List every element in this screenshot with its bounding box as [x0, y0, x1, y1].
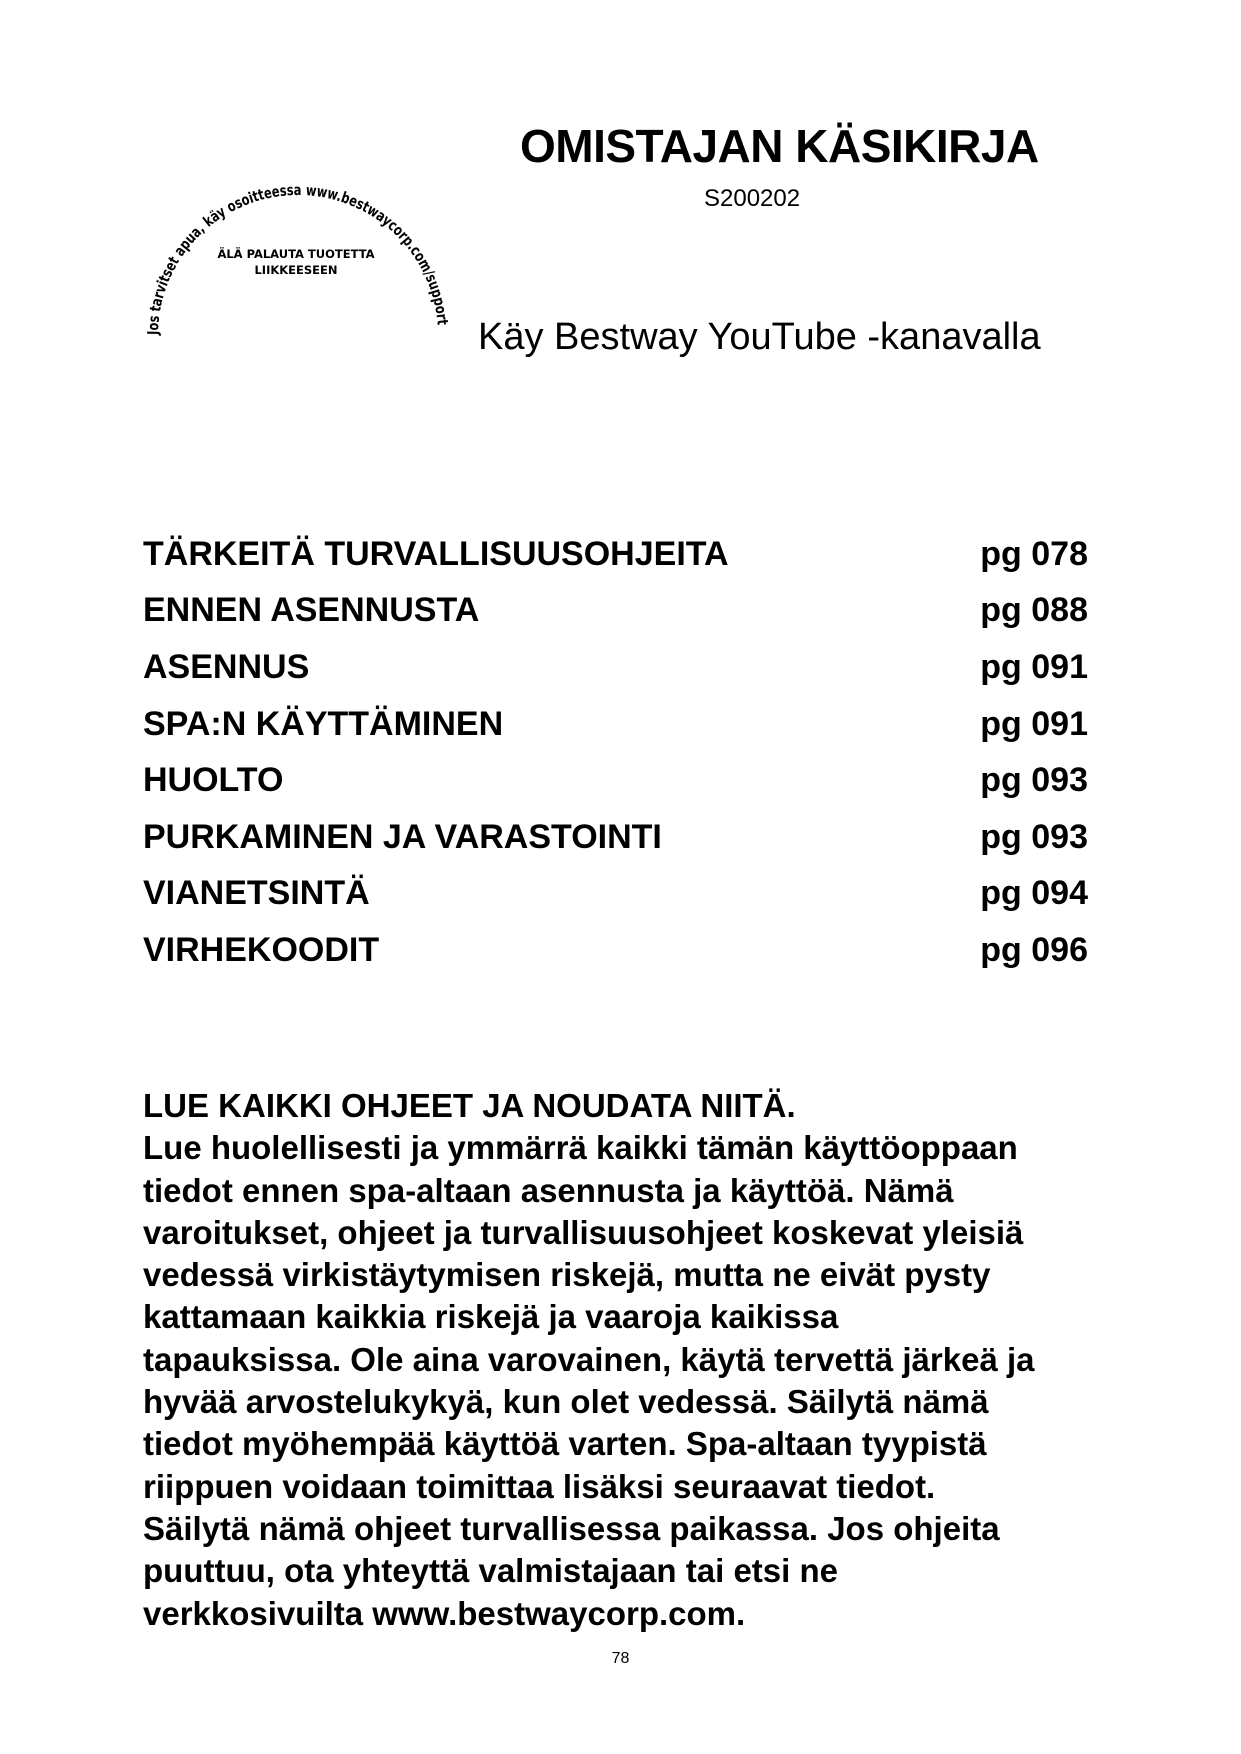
- toc-item-label: ASENNUS: [143, 647, 310, 686]
- support-seal: [120, 115, 470, 365]
- toc-item-label: VIRHEKOODIT: [143, 930, 380, 969]
- toc-item-page: pg 088: [980, 591, 1088, 630]
- instructions-line: Lue huolellisesti ja ymmärrä kaikki tämän käyttöoppaan: [143, 1129, 1018, 1167]
- instructions-line: puuttuu, ota yhteyttä valmistajaan tai etsi ne: [143, 1552, 838, 1590]
- toc-item-page: pg 093: [980, 761, 1088, 800]
- toc-item: [143, 696, 1088, 753]
- model-code: S200202: [704, 185, 801, 212]
- instructions-line: tiedot myöhempää käyttöä varten. Spa-altaan tyypistä: [143, 1425, 987, 1463]
- toc-item-label: TÄRKEITÄ TURVALLISUUSOHJEITA: [143, 534, 729, 573]
- toc-item-label: SPA:N KÄYTTÄMINEN: [143, 704, 504, 743]
- instructions-line: vedessä virkistäytymisen riskejä, mutta ne eivät pysty: [143, 1256, 991, 1294]
- toc-item-label: PURKAMINEN JA VARASTOINTI: [143, 817, 662, 856]
- instructions-line: hyvää arvostelukykyä, kun olet vedessä. Säilytä nämä: [143, 1383, 989, 1421]
- toc-item: [143, 809, 1088, 866]
- toc-item: [143, 526, 1088, 583]
- seal-center-line-2: LIIKKEESEEN: [254, 263, 338, 277]
- toc-item: [143, 866, 1088, 923]
- seal-arc-textpath: Jos tarvitset apua, käy osoitteessa www.bestwaycorp.com/support: [143, 180, 452, 336]
- instructions-line: riippuen voidaan toimittaa lisäksi seuraavat tiedot.: [143, 1467, 936, 1505]
- toc-item: [143, 922, 1088, 979]
- toc-item-page: pg 093: [980, 817, 1088, 856]
- instructions-line: tiedot ennen spa-altaan asennusta ja käyttöä. Nämä: [143, 1171, 954, 1209]
- toc-item-page: pg 091: [980, 647, 1088, 686]
- instructions-block: [143, 1085, 1103, 1635]
- toc-item-page: pg 094: [980, 874, 1088, 913]
- seal-center-line-1: ÄLÄ PALAUTA TUOTETTA: [217, 247, 375, 261]
- instructions-line: kattamaan kaikkia riskejä ja vaaroja kaikissa: [143, 1298, 839, 1336]
- youtube-notice: Käy Bestway YouTube -kanavalla: [478, 316, 1041, 358]
- manual-title: OMISTAJAN KÄSIKIRJA: [520, 120, 1039, 172]
- toc-item-page: pg 096: [980, 930, 1088, 969]
- support-seal-graphic: [120, 115, 470, 365]
- instructions-heading: LUE KAIKKI OHJEET JA NOUDATA NIITÄ.: [143, 1087, 796, 1124]
- toc-item-page: pg 078: [980, 534, 1088, 573]
- instructions-line: Säilytä nämä ohjeet turvallisessa paikassa. Jos ohjeita: [143, 1509, 1000, 1547]
- page-number: 78: [611, 1650, 630, 1667]
- instructions-line: tapauksissa. Ole aina varovainen, käytä tervettä järkeä ja: [143, 1340, 1035, 1378]
- toc-item: [143, 752, 1088, 809]
- toc-item-page: pg 091: [980, 704, 1088, 743]
- toc-item-label: HUOLTO: [143, 761, 284, 800]
- instructions-line: verkkosivuilta www.bestwaycorp.com.: [143, 1594, 746, 1632]
- toc-item: [143, 639, 1088, 696]
- toc-item-label: ENNEN ASENNUSTA: [143, 591, 480, 630]
- instructions-line: varoitukset, ohjeet ja turvallisuusohjeet koskevat yleisiä: [143, 1213, 1024, 1251]
- toc-item-label: VIANETSINTÄ: [143, 874, 370, 913]
- table-of-contents: [143, 526, 1088, 979]
- instructions-paragraph: [143, 1085, 1103, 1635]
- toc-item: [143, 583, 1088, 640]
